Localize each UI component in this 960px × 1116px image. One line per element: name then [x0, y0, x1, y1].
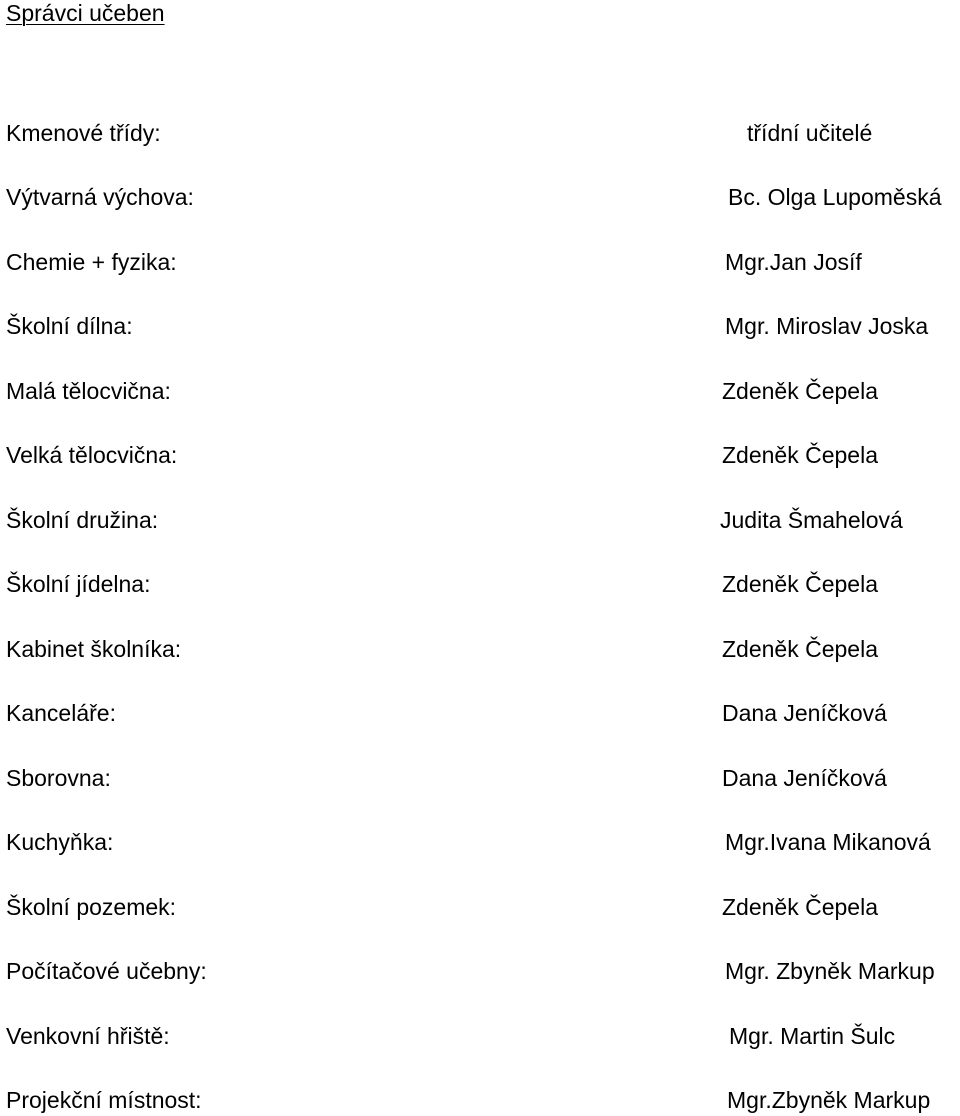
list-item	[0, 310, 960, 342]
room-name: Kabinet školníka:	[6, 636, 182, 662]
room-name: Počítačové učebny:	[6, 958, 207, 984]
room-name: Výtvarná výchova:	[6, 184, 194, 210]
list-item	[0, 762, 960, 794]
room-name: Kanceláře:	[6, 700, 116, 726]
room-name: Školní dílna:	[6, 313, 133, 339]
room-name: Chemie + fyzika:	[6, 249, 177, 275]
room-name: Kuchyňka:	[6, 829, 114, 855]
list-item	[0, 375, 960, 407]
page-title: Správci učeben	[6, 0, 165, 26]
room-manager: Zdeněk Čepela	[722, 636, 878, 662]
list-item	[0, 439, 960, 471]
room-manager: Dana Jeníčková	[722, 765, 887, 791]
list-item	[0, 181, 960, 213]
list-item	[0, 246, 960, 278]
room-name: Školní družina:	[6, 507, 159, 533]
room-manager: Mgr. Miroslav Joska	[725, 313, 929, 339]
room-manager: Mgr. Zbyněk Markup	[725, 958, 935, 984]
list-item	[0, 568, 960, 600]
room-name: Velká tělocvična:	[6, 442, 178, 468]
room-manager: Zdeněk Čepela	[722, 571, 878, 597]
list-item	[0, 504, 960, 536]
room-manager: Zdeněk Čepela	[722, 442, 878, 468]
room-manager: Bc. Olga Lupoměská	[728, 184, 942, 210]
list-item	[0, 1020, 960, 1052]
room-name: Školní pozemek:	[6, 894, 177, 920]
list-item	[0, 697, 960, 729]
room-name: Školní jídelna:	[6, 571, 151, 597]
room-manager: Mgr.Ivana Mikanová	[725, 829, 931, 855]
list-item	[0, 633, 960, 665]
room-name: Sborovna:	[6, 765, 111, 791]
room-manager: Mgr.Jan Josíf	[725, 249, 862, 275]
list-item	[0, 891, 960, 923]
list-item	[0, 1084, 960, 1116]
room-manager: Zdeněk Čepela	[722, 894, 878, 920]
room-name: Kmenové třídy:	[6, 120, 161, 146]
room-name: Projekční místnost:	[6, 1087, 202, 1113]
room-manager: Judita Šmahelová	[720, 507, 903, 533]
room-manager: Mgr.Zbyněk Markup	[727, 1087, 931, 1113]
list-item	[0, 117, 960, 149]
room-manager: třídní učitelé	[747, 120, 873, 146]
room-manager: Dana Jeníčková	[722, 700, 887, 726]
list-item	[0, 955, 960, 987]
room-manager: Mgr. Martin Šulc	[729, 1023, 896, 1049]
list-item	[0, 826, 960, 858]
room-name: Malá tělocvična:	[6, 378, 171, 404]
room-manager: Zdeněk Čepela	[722, 378, 878, 404]
room-name: Venkovní hřiště:	[6, 1023, 170, 1049]
